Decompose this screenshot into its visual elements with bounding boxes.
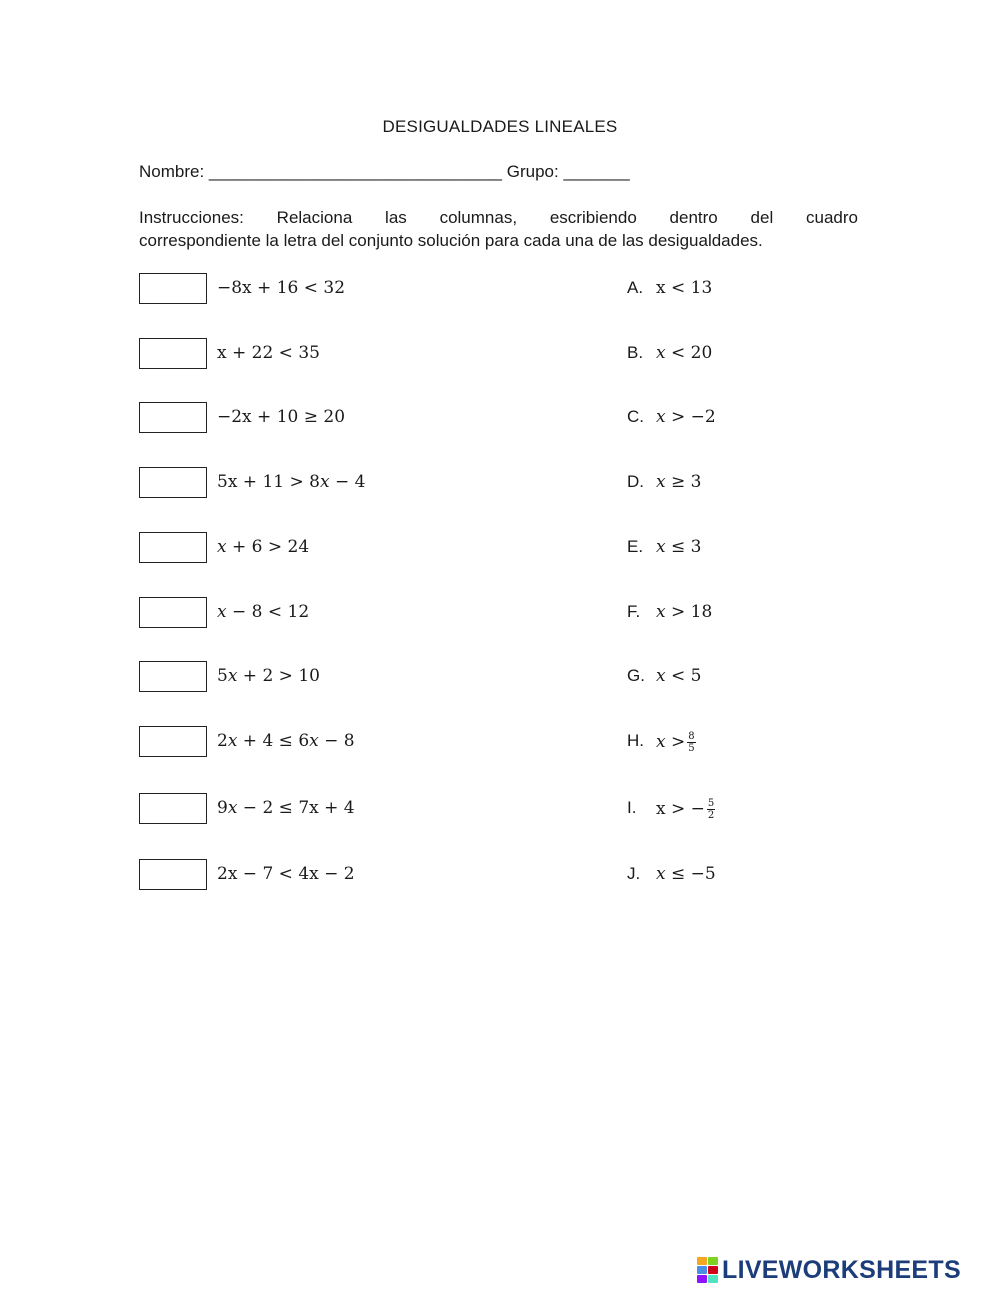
instructions-line-1: Instrucciones: Relaciona las columnas, escribiendo dentro del cuadro: [139, 208, 858, 227]
name-group-line: [139, 162, 630, 182]
exercise-row: [0, 859, 1000, 893]
option-letter: A.: [627, 278, 644, 297]
inequality: 9𝑥 − 2 ≤ 7x + 4: [217, 798, 355, 818]
inequality: −2x + 10 ≥ 20: [217, 407, 346, 427]
option-solution-text: 𝑥 >: [656, 732, 686, 752]
answer-box[interactable]: [139, 661, 207, 692]
inequality: 2x − 7 < 4x − 2: [217, 864, 355, 884]
instructions-line-2: correspondiente la letra del conjunto solución para cada una de las desigualdades.: [139, 231, 763, 250]
option-solution-text: x > −: [656, 799, 705, 819]
option-letter: G.: [627, 666, 645, 685]
option-letter: C.: [627, 407, 644, 426]
logo-block: [697, 1257, 707, 1265]
option-letter: H.: [627, 731, 644, 750]
option-letter: J.: [627, 864, 641, 883]
option-solution: 𝑥 < 5: [656, 666, 702, 686]
option-letter: E.: [627, 537, 644, 556]
logo-block: [708, 1275, 718, 1283]
logo-block: [697, 1266, 707, 1274]
answer-box[interactable]: [139, 859, 207, 890]
answer-box[interactable]: [139, 467, 207, 498]
fraction-denominator: 5: [688, 743, 695, 754]
answer-box[interactable]: [139, 338, 207, 369]
option-solution: 𝑥 < 20: [656, 343, 713, 363]
option-letter: D.: [627, 472, 644, 491]
exercise-row: [0, 402, 1000, 436]
option-solution: 𝑥 ≤ 3: [656, 537, 702, 557]
option-solution: x < 13: [656, 278, 713, 298]
logo-block: [708, 1257, 718, 1265]
name-label: Nombre:: [139, 162, 205, 181]
inequality: 5𝑥 + 2 > 10: [217, 666, 320, 686]
name-blank[interactable]: _______________________________: [208, 162, 503, 181]
option-solution: [656, 731, 696, 754]
answer-box[interactable]: [139, 402, 207, 433]
answer-box[interactable]: [139, 273, 207, 304]
exercise-row: [0, 273, 1000, 307]
option-letter: I.: [627, 798, 637, 817]
inequality: 5x + 11 > 8𝑥 − 4: [217, 472, 366, 492]
fraction-numerator: 8: [688, 731, 695, 742]
answer-box[interactable]: [139, 793, 207, 824]
option-solution: [656, 798, 715, 821]
exercise-row: [0, 338, 1000, 372]
inequality: x + 22 < 35: [217, 343, 320, 363]
option-solution: 𝑥 > −2: [656, 407, 716, 427]
answer-box[interactable]: [139, 597, 207, 628]
fraction-denominator: 2: [707, 810, 715, 821]
inequality: 𝑥 − 8 < 12: [217, 602, 310, 622]
logo-mark-icon: [697, 1257, 718, 1283]
exercise-row: [0, 793, 1000, 827]
group-label: Grupo:: [506, 162, 559, 181]
answer-box[interactable]: [139, 532, 207, 563]
option-letter: F.: [627, 602, 641, 621]
exercise-row: [0, 467, 1000, 501]
exercise-row: [0, 661, 1000, 695]
option-solution: 𝑥 ≥ 3: [656, 472, 702, 492]
answer-box[interactable]: [139, 726, 207, 757]
inequality: −8x + 16 < 32: [217, 278, 346, 298]
fraction: [687, 731, 695, 754]
fraction-numerator: 5: [707, 798, 715, 809]
logo-block: [708, 1266, 718, 1274]
group-blank[interactable]: _______: [563, 162, 630, 181]
fraction: [707, 798, 715, 821]
exercise-row: [0, 532, 1000, 566]
worksheet-title: DESIGUALDADES LINEALES: [382, 117, 618, 136]
option-solution: 𝑥 > 18: [656, 602, 713, 622]
option-letter: B.: [627, 343, 644, 362]
instructions: [139, 206, 858, 252]
liveworksheets-logo: [697, 1256, 961, 1284]
logo-text: LIVEWORKSHEETS: [722, 1255, 961, 1284]
option-solution: 𝑥 ≤ −5: [656, 864, 716, 884]
logo-block: [697, 1275, 707, 1283]
inequality: 2𝑥 + 4 ≤ 6𝑥 − 8: [217, 731, 355, 751]
inequality: 𝑥 + 6 > 24: [217, 537, 310, 557]
exercise-row: [0, 597, 1000, 631]
exercise-row: [0, 726, 1000, 760]
